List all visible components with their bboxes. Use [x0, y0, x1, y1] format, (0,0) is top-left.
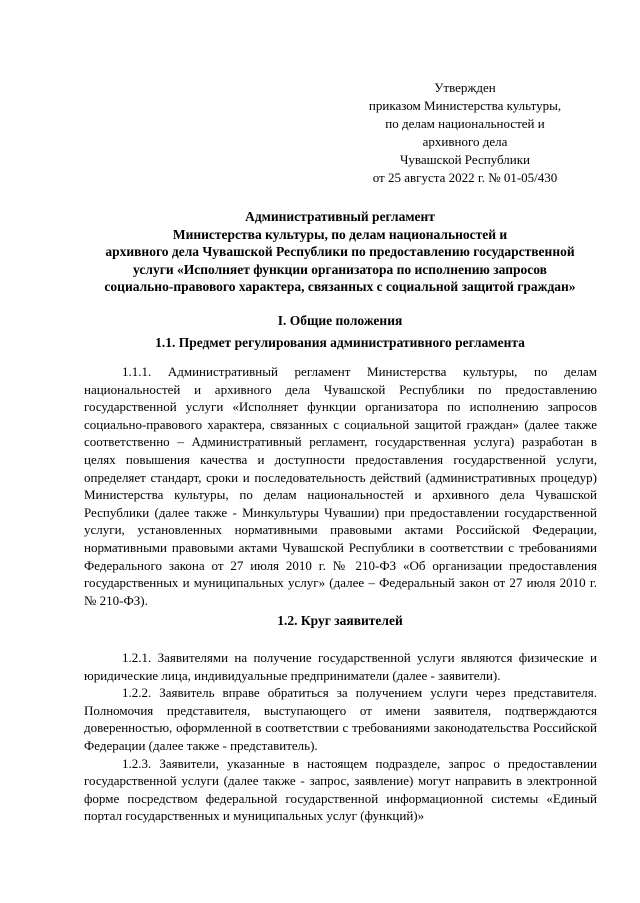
approval-line: Чувашской Республики — [399, 152, 531, 167]
approval-line: от 25 августа 2022 г. № 01-05/430 — [372, 170, 558, 185]
section-heading: I. Общие положения — [277, 313, 403, 328]
title-line: Министерства культуры, по делам национальностей и — [172, 226, 508, 242]
approval-line: приказом Министерства культуры, — [368, 98, 562, 113]
title-line: услуги «Исполняет функции организатора по исполнению запросов — [133, 261, 547, 277]
paragraph-group-1-2 — [84, 649, 597, 825]
title-line: социально-правового характера, связанных с социальной защитой граждан» — [104, 279, 576, 294]
paragraph-1-2-2: 1.2.2. Заявитель вправе обратиться за получением услуги через представителя. Полномочия представителя, выступающего от имени заявителя, подтверждаются доверенностью, оформленной в соответствии с требованиями законодательства Российской Федерации (далее также - представитель). — [84, 685, 597, 753]
title-line: архивного дела Чувашской Республики по предоставлению государственной — [105, 244, 575, 259]
approval-stamp — [340, 79, 590, 187]
approval-line: по делам национальностей и — [385, 116, 545, 131]
document-title — [60, 208, 620, 296]
subsection-heading: 1.2. Круг заявителей — [277, 613, 403, 628]
title-line: Административный регламент — [245, 209, 435, 224]
paragraph-1-2-3: 1.2.3. Заявители, указанные в настоящем подразделе, запрос о предоставлении государственной услуги (далее также - запрос, заявление) могут направить в электронной форме посредством федеральной государственной информационной системы «Единый портал государственных и муниципальных услуг (функций)» — [84, 755, 597, 824]
paragraph-1-1-1 — [84, 363, 597, 609]
paragraph-text: 1.1.1. Административный регламент Министерства культуры, по делам национальностей и архивного дела Чувашской Республики по предоставлению государственной услуги «Исполняет функции организатора по исполнению запросов социально-правового характера, связанных с социальной защитой граждан» (далее также соответственно – Административный регламент, государственная услуга) разработан в целях повышения качества и доступности предоставления государственной услуги, определяет стандарт, сроки и последовательность действий (административных процедур) Министерства культуры, по делам национальностей и архивного дела Чувашской Республики (далее также - Минкультуры Чувашии) при предоставлении государственной услуги, установленных нормативными правовыми актами Российской Федерации, нормативными правовыми актами Чувашской Республики в соответствии с требованиями Федерального закона от 27 июля 2010 г. № 210-ФЗ «Об организации предоставления государственных и муниципальных услуг» (далее – Федеральный закон от 27 июля 2010 г. № 210-ФЗ). — [84, 364, 597, 608]
approval-line: архивного дела — [422, 134, 508, 149]
approval-line: Утвержден — [434, 80, 496, 95]
subsection-heading: 1.1. Предмет регулирования административного регламента — [155, 335, 525, 350]
paragraph-1-2-1: 1.2.1. Заявителями на получение государственной услуги являются физические и юридические лица, индивидуальные предприниматели (далее - заявители). — [84, 650, 597, 683]
